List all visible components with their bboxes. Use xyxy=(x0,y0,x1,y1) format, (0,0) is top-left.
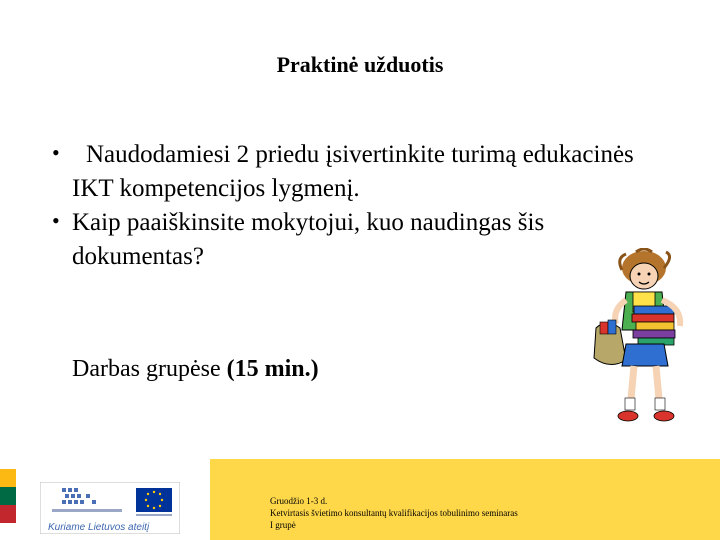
eu-funding-logo xyxy=(40,482,180,534)
group-work-duration: (15 min.) xyxy=(226,356,319,382)
group-work-label: Darbas grupėse xyxy=(72,356,227,382)
bullet-marker: • xyxy=(52,140,60,165)
footer-date: Gruodžio 1-3 d. xyxy=(270,496,328,506)
bullet-text: Kaip paaiškinsite mokytojui, kuo naudingas šis dokumentas? xyxy=(72,209,545,270)
bullet-item xyxy=(52,206,662,274)
flag-stripe-yellow xyxy=(0,469,16,487)
bullet-text: Naudodamiesi 2 priedu įsivertinkite turimą edukacinės IKT kompetencijos lygmenį. xyxy=(72,141,634,202)
footer-group: I grupė xyxy=(270,520,296,530)
slide-footer xyxy=(0,459,720,540)
bullet-list xyxy=(52,138,662,274)
flag-stripe-green xyxy=(0,487,16,505)
group-work-note xyxy=(72,356,319,383)
logo-caption: Kuriame Lietuvos ateitį xyxy=(48,522,150,533)
footer-seminar: Ketvirtasis švietimo konsultantų kvalifikacijos tobulinimo seminaras xyxy=(270,508,518,518)
footer-text xyxy=(270,495,518,531)
student-with-books-illustration xyxy=(586,248,696,428)
bullet-marker: • xyxy=(52,208,60,233)
flag-stripe-red xyxy=(0,505,16,523)
slide-title: Praktinė užduotis xyxy=(276,52,444,77)
bullet-item xyxy=(52,138,662,206)
